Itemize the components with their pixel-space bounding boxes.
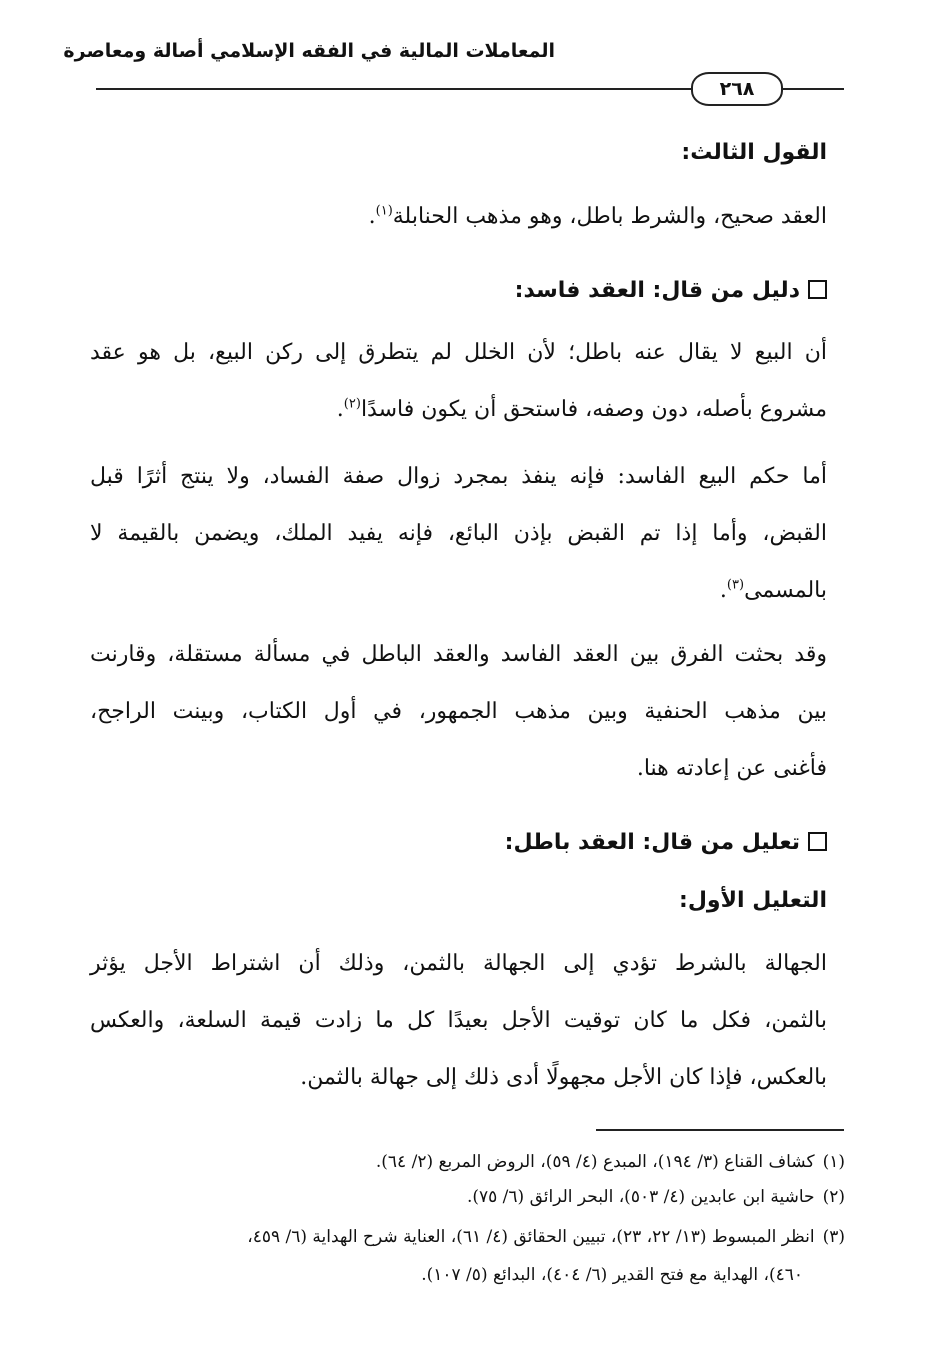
- subheading-text: تعليل من قال: العقد باطل:: [504, 830, 800, 855]
- footnote-2: [467, 1184, 845, 1210]
- section-heading-first-reason: التعليل الأول:: [679, 888, 827, 913]
- paragraph-line: بالثمن، فكل ما كان توقيت الأجل بعيدًا كل ما زادت قيمة السلعة، والعكس: [90, 1008, 827, 1033]
- square-bullet-icon: [808, 280, 827, 299]
- footnote-text: كشاف القناع (٣/ ١٩٤)، المبدع (٤/ ٥٩)، الروض المربع (٢/ ٦٤).: [375, 1152, 815, 1172]
- footnote-separator: [596, 1129, 844, 1131]
- footnote-number: (١): [822, 1152, 845, 1172]
- subheading-evidence-fasid: [515, 276, 827, 306]
- text-run: بالمسمى: [744, 578, 827, 603]
- footnote-3-continued: ٤٦٠)، الهداية مع فتح القدير (٦/ ٤٠٤)، البدائع (٥/ ١٠٧).: [421, 1265, 803, 1285]
- subheading-reasoning-batil: [505, 828, 827, 858]
- paragraph-line: [369, 202, 827, 232]
- section-heading-third-opinion: القول الثالث:: [681, 140, 827, 165]
- paragraph-line: أما حكم البيع الفاسد: فإنه ينفذ بمجرد زوال صفة الفساد، ولا ينتج أثرًا قبل: [90, 464, 827, 489]
- footnote-text: حاشية ابن عابدين (٤/ ٥٠٣)، البحر الرائق (٦/ ٧٥).: [466, 1187, 815, 1207]
- footnote-number: (٣): [822, 1227, 845, 1247]
- footnote-3: [80, 1224, 845, 1250]
- text-run: .: [719, 578, 727, 603]
- paragraph-line: فأغنى عن إعادته هنا.: [636, 756, 827, 781]
- paragraph-line: القبض، وأما إذا تم القبض بإذن البائع، فإنه يفيد الملك، ويضمن بالقيمة لا: [90, 521, 827, 546]
- text-run: .: [336, 397, 344, 422]
- paragraph-line: بين مذهب الحنفية وبين مذهب الجمهور، في أول الكتاب، وبينت الراجح،: [90, 699, 827, 724]
- footnote-ref: (١): [375, 203, 393, 219]
- paragraph-line: [337, 395, 827, 425]
- paragraph-line: بالعكس، فإذا كان الأجل مجهولًا أدى ذلك إلى جهالة بالثمن.: [300, 1065, 827, 1090]
- text-run: العقد صحيح، والشرط باطل، وهو مذهب الحنابلة: [392, 204, 827, 229]
- paragraph-line: وقد بحثت الفرق بين العقد الفاسد والعقد الباطل في مسألة مستقلة، وقارنت: [90, 642, 827, 667]
- running-title: المعاملات المالية في الفقه الإسلامي أصالة ومعاصرة: [63, 40, 555, 62]
- paragraph-line: الجهالة بالشرط تؤدي إلى الجهالة بالثمن، وذلك أن اشتراط الأجل يؤثر: [90, 951, 827, 976]
- footnote-1: [376, 1149, 845, 1175]
- page-number: ٢٦٨: [691, 72, 783, 106]
- footnote-ref: (٣): [726, 577, 745, 593]
- footnote-text: انظر المبسوط (١٣/ ٢٢، ٢٣)، تبيين الحقائق (٤/ ٦١)، العناية شرح الهداية (٦/ ٤٥٩،: [247, 1227, 815, 1247]
- paragraph-line: أن البيع لا يقال عنه باطل؛ لأن الخلل لم يتطرق إلى ركن البيع، بل هو عقد: [90, 340, 828, 365]
- subheading-text: دليل من قال: العقد فاسد:: [514, 278, 800, 303]
- text-run: .: [368, 204, 376, 229]
- square-bullet-icon: [808, 832, 827, 851]
- footnote-number: (٢): [822, 1187, 845, 1207]
- paragraph-line: [720, 576, 827, 606]
- text-run: مشروع بأصله، دون وصفه، فاستحق أن يكون فاسدًا: [360, 397, 827, 422]
- footnote-ref: (٢): [343, 396, 361, 412]
